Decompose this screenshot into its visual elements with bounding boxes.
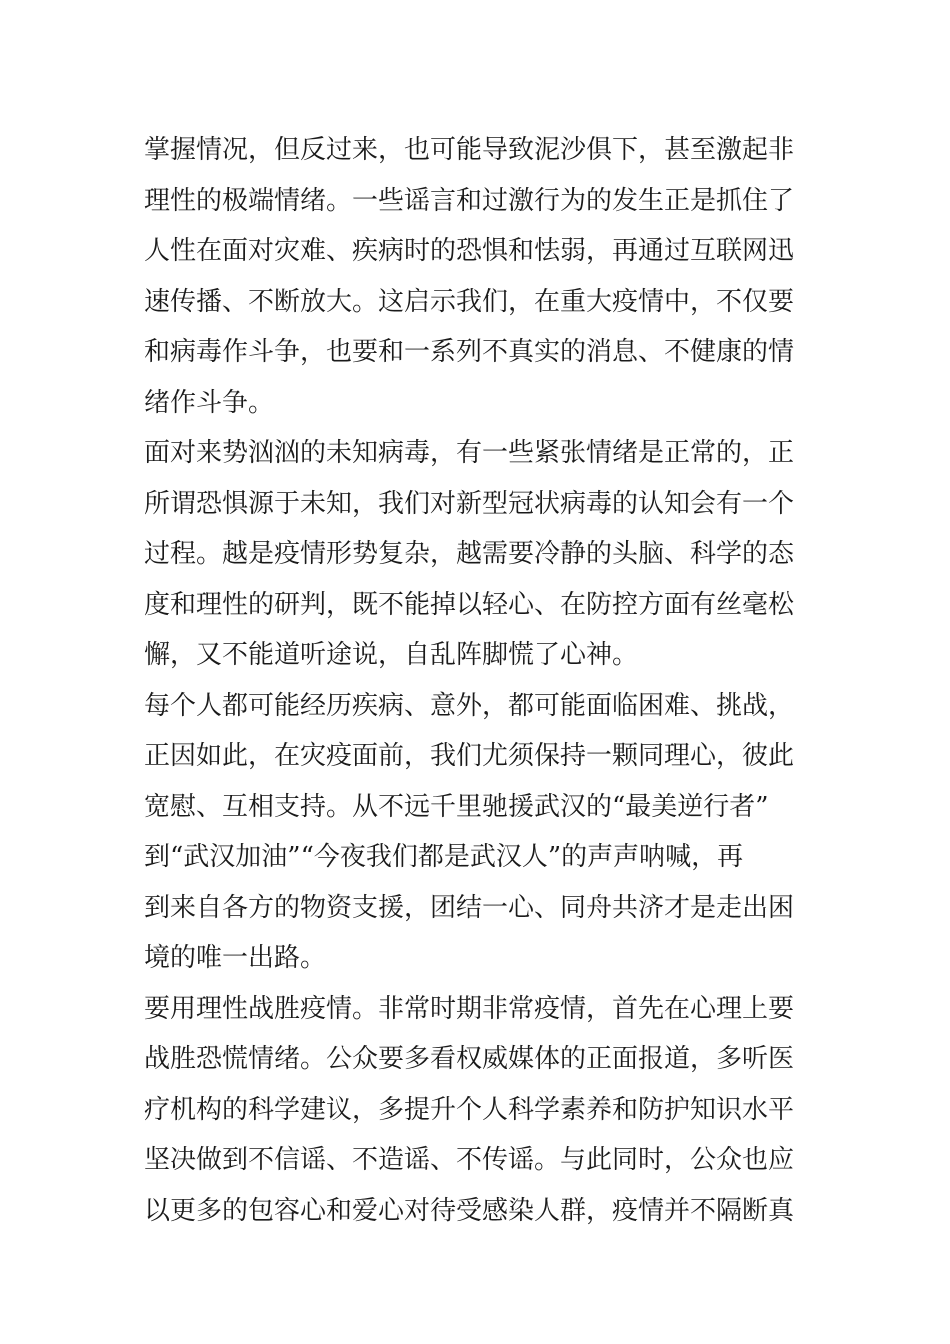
text-line: 要用理性战胜疫情。非常时期非常疫情，首先在心理上要 [144, 993, 795, 1024]
text-line: 到来自各方的物资支援，团结一心、同舟共济才是走出困 [144, 892, 795, 923]
document-body [144, 125, 814, 1236]
text-line: 所谓恐惧源于未知，我们对新型冠状病毒的认知会有一个 [144, 488, 795, 519]
paragraph-2 [144, 428, 814, 681]
text-line: 掌握情况，但反过来，也可能导致泥沙俱下，甚至激起非 [144, 135, 795, 165]
text-line: 和病毒作斗争，也要和一系列不真实的消息、不健康的情 [144, 337, 795, 367]
paragraph-3 [144, 681, 814, 984]
text-line: 懈，又不能道听途说，自乱阵脚慌了心神。 [144, 640, 639, 670]
paragraph-1 [144, 125, 814, 428]
text-line: 疗机构的科学建议，多提升个人科学素养和防护知识水平 [144, 1094, 795, 1125]
text-line: 坚决做到不信谣、不造谣、不传谣。与此同时，公众也应 [144, 1145, 795, 1175]
text-line: 绪作斗争。 [144, 387, 275, 418]
text-line: 面对来势汹汹的未知病毒，有一些紧张情绪是正常的，正 [144, 438, 795, 468]
text-line: 过程。越是疫情形势复杂，越需要冷静的头脑、科学的态 [144, 539, 795, 569]
text-line: 理性的极端情绪。一些谣言和过激行为的发生正是抓住了 [144, 185, 795, 216]
text-line: 正因如此，在灾疫面前，我们尤须保持一颗同理心，彼此 [144, 741, 795, 771]
text-line: 速传播、不断放大。这启示我们，在重大疫情中，不仅要 [144, 286, 795, 317]
text-line: 以更多的包容心和爱心对待受感染人群，疫情并不隔断真 [144, 1195, 795, 1226]
text-line: 到“武汉加油”“今夜我们都是武汉人”的声声呐喊，再 [144, 842, 744, 872]
text-line: 度和理性的研判，既不能掉以轻心、在防控方面有丝毫松 [144, 589, 795, 620]
paragraph-4 [144, 984, 814, 1237]
text-line: 宽慰、互相支持。从不远千里驰援武汉的“最美逆行者” [144, 791, 769, 822]
text-line: 每个人都可能经历疾病、意外，都可能面临困难、挑战， [144, 690, 795, 721]
text-line: 战胜恐慌情绪。公众要多看权威媒体的正面报道，多听医 [144, 1044, 795, 1074]
text-line: 人性在面对灾难、疾病时的恐惧和怯弱，再通过互联网迅 [144, 236, 795, 266]
text-line: 境的唯一出路。 [144, 943, 327, 973]
